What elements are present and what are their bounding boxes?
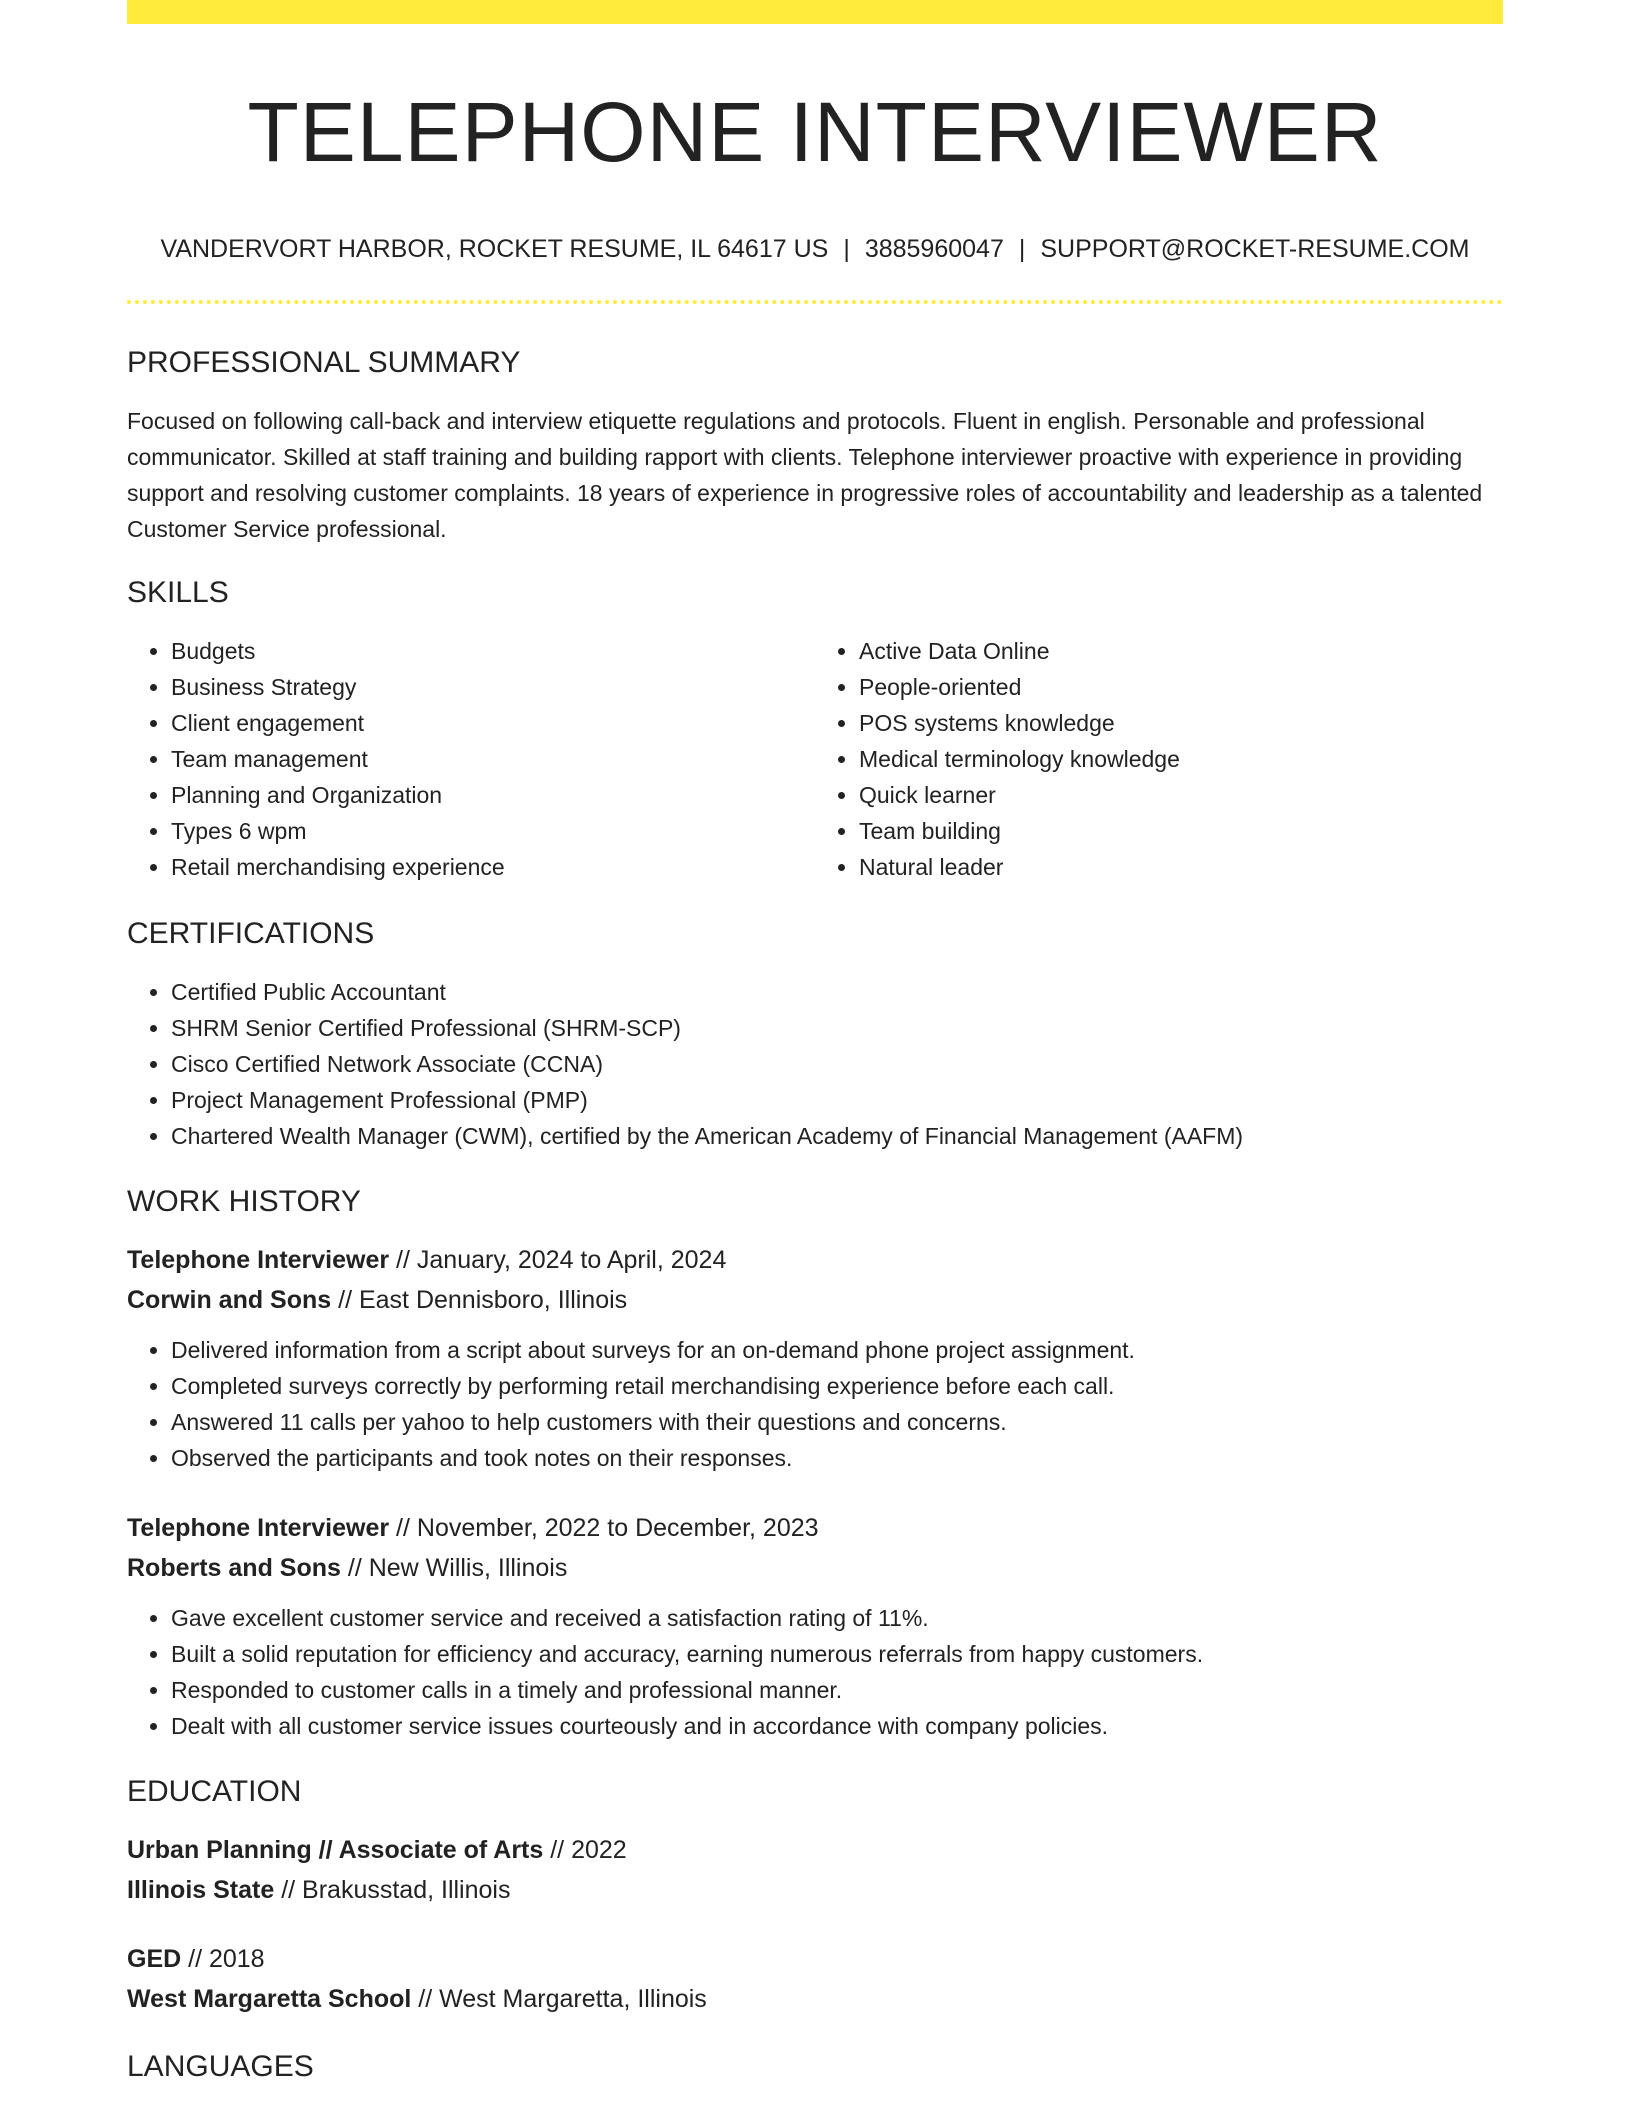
certifications-heading: CERTIFICATIONS — [127, 917, 375, 950]
education-year: // 2018 — [181, 1945, 265, 1973]
job-bullets — [127, 1600, 1503, 1744]
job-company-line — [127, 1548, 1503, 1588]
summary-heading: PROFESSIONAL SUMMARY — [127, 346, 521, 379]
top-accent-bar — [127, 0, 1503, 24]
skill-item: • Quick learner — [859, 777, 1503, 813]
summary-text: Focused on following call-back and interview etiquette regulations and protocols. Fluent in english. Personable and professional communicator. Skilled at staff training and building rapport with clients. Telephone interviewer proactive with experience in providing support and resolving customer complaints. 18 years of experience in progressive roles of accountability and leadership as a talented Customer Service professional. — [127, 408, 1483, 542]
education-location: // West Margaretta, Illinois — [411, 1985, 707, 2013]
education-year: // 2022 — [543, 1836, 627, 1864]
education-location: // Brakusstad, Illinois — [274, 1876, 511, 1904]
job-bullet: • Built a solid reputation for efficiency and accuracy, earning numerous referrals from happy customers. — [171, 1636, 1503, 1672]
job-bullet: • Responded to customer calls in a timely and professional manner. — [171, 1672, 1503, 1708]
job-bullet: • Completed surveys correctly by performing retail merchandising experience before each call. — [171, 1368, 1503, 1404]
job-dates: // January, 2024 to April, 2024 — [389, 1246, 727, 1274]
skill-item: • Medical terminology knowledge — [859, 741, 1503, 777]
contact-line — [127, 234, 1503, 264]
education-school-line — [127, 1870, 1503, 1910]
education-degree-line — [127, 1830, 1503, 1870]
skill-item: • Business Strategy — [171, 669, 815, 705]
work-history-heading: WORK HISTORY — [127, 1185, 361, 1218]
job-bullet: • Dealt with all customer service issues courteously and in accordance with company policies. — [171, 1708, 1503, 1744]
job-location: // New Willis, Illinois — [340, 1554, 568, 1582]
job-bullet: • Delivered information from a script about surveys for an on-demand phone project assignment. — [171, 1332, 1503, 1368]
skills-columns — [127, 633, 1503, 885]
job-role: Telephone Interviewer — [127, 1514, 390, 1542]
contact-separator: | — [843, 235, 850, 263]
skill-item: • Planning and Organization — [171, 777, 815, 813]
certification-item: • SHRM Senior Certified Professional (SHRM-SCP) — [171, 1010, 1503, 1046]
education-school-line — [127, 1979, 1503, 2019]
education-degree: Urban Planning // Associate of Arts — [127, 1836, 544, 1864]
skill-item: • Client engagement — [171, 705, 815, 741]
skill-item: • Types 6 wpm — [171, 813, 815, 849]
certification-item: • Chartered Wealth Manager (CWM), certified by the American Academy of Financial Management (AAFM) — [171, 1118, 1503, 1154]
skill-item: • Natural leader — [859, 849, 1503, 885]
candidate-name: TELEPHONE INTERVIEWER — [247, 85, 1383, 179]
job-company: Corwin and Sons — [127, 1286, 332, 1314]
skill-item: • People-oriented — [859, 669, 1503, 705]
job-title-line — [127, 1240, 1503, 1280]
job-company-line — [127, 1280, 1503, 1320]
certification-item: • Cisco Certified Network Associate (CCNA) — [171, 1046, 1503, 1082]
contact-address: VANDERVORT HARBOR, ROCKET RESUME, IL 64617 US — [160, 235, 829, 263]
skills-list-right — [815, 633, 1503, 885]
skills-heading: SKILLS — [127, 576, 229, 609]
job-bullets — [127, 1332, 1503, 1476]
contact-separator: | — [1018, 235, 1026, 263]
languages-heading: LANGUAGES — [127, 2050, 314, 2083]
skill-item: • Team building — [859, 813, 1503, 849]
education-degree: GED — [127, 1945, 182, 1973]
job-role: Telephone Interviewer — [127, 1246, 390, 1274]
job-bullet: • Answered 11 calls per yahoo to help customers with their questions and concerns. — [171, 1404, 1503, 1440]
job-bullet: • Gave excellent customer service and received a satisfaction rating of 11%. — [171, 1600, 1503, 1636]
contact-email: SUPPORT@ROCKET-RESUME.COM — [1040, 235, 1470, 263]
contact-phone: 3885960047 — [864, 235, 1004, 263]
job-dates: // November, 2022 to December, 2023 — [389, 1514, 819, 1542]
certification-item: • Certified Public Accountant — [171, 974, 1503, 1010]
header-divider — [127, 300, 1503, 304]
skill-item: • Retail merchandising experience — [171, 849, 815, 885]
skill-item: • Budgets — [171, 633, 815, 669]
job-bullet: • Observed the participants and took notes on their responses. — [171, 1440, 1503, 1476]
job-company: Roberts and Sons — [127, 1554, 341, 1582]
education-school: West Margaretta School — [127, 1985, 412, 2013]
education-heading: EDUCATION — [127, 1775, 302, 1808]
skill-item: • Team management — [171, 741, 815, 777]
skill-item: • Active Data Online — [859, 633, 1503, 669]
certifications-list — [127, 974, 1503, 1154]
skill-item: • POS systems knowledge — [859, 705, 1503, 741]
job-location: // East Dennisboro, Illinois — [331, 1286, 628, 1314]
skills-list-left — [127, 633, 815, 885]
resume-page — [127, 0, 1503, 2085]
education-degree-line — [127, 1939, 1503, 1979]
certification-item: • Project Management Professional (PMP) — [171, 1082, 1503, 1118]
job-title-line — [127, 1508, 1503, 1548]
education-school: Illinois State — [127, 1876, 275, 1904]
